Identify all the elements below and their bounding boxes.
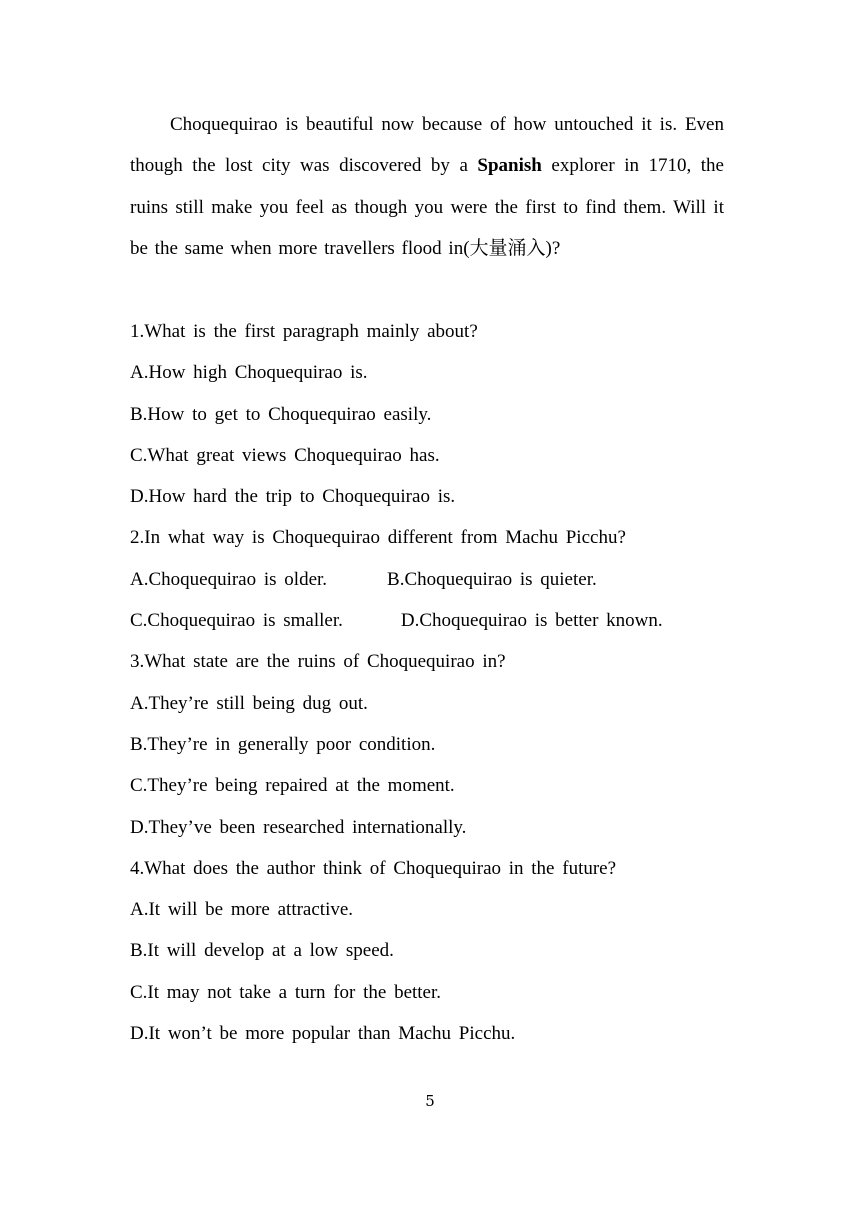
question-4-stem: 4.What does the author think of Choquequirao in the future? [130,857,617,879]
page-number: 5 [425,1092,435,1110]
question-3-option-d: D.They’ve been researched internationally. [130,816,467,838]
question-2-option-a: A.Choquequirao is older. [130,568,328,590]
question-1-option-a: A.How high Choquequirao is. [130,362,368,384]
question-4-option-c: C.It may not take a turn for the better. [130,981,442,1003]
question-2-options-row-1 [130,559,730,600]
question-3-stem: 3.What state are the ruins of Choquequirao in? [130,651,506,673]
question-3-option-a: A.They’re still being dug out. [130,692,368,714]
question-1-option-c: C.What great views Choquequirao has. [130,444,440,466]
question-list [130,311,730,1054]
question-2-option-d: D.Choquequirao is better known. [400,610,663,632]
question-4-option-a: A.It will be more attractive. [130,899,354,921]
question-1-option-d: D.How hard the trip to Choquequirao is. [130,486,456,508]
question-3-option-b: B.They’re in generally poor condition. [130,733,436,755]
question-1-option-b: B.How to get to Choquequirao easily. [130,403,432,425]
question-4-option-b: B.It will develop at a low speed. [130,940,394,962]
question-4-option-d: D.It won’t be more popular than Machu Picchu. [130,1023,516,1045]
question-2-options-row-2 [130,600,730,641]
passage-paragraph [130,104,724,269]
question-2-option-b: B.Choquequirao is quieter. [387,568,597,590]
passage-text-end: explorer in 1710, the ruins still make you feel as though you were the first to find them. Will it be the same when more travellers flood in(大量涌入)? [130,155,724,259]
question-1-stem: 1.What is the first paragraph mainly about? [130,321,478,342]
question-2-stem: 2.In what way is Choquequirao different from Machu Picchu? [130,527,626,549]
question-3-option-c: C.They’re being repaired at the moment. [130,775,455,797]
passage-bold-word: Spanish [477,155,542,177]
question-2-option-c: C.Choquequirao is smaller. [130,610,343,632]
passage-text-start: Choquequirao is beautiful now because of how untouched it is. Even though the lost city was discovered by a [130,114,724,177]
